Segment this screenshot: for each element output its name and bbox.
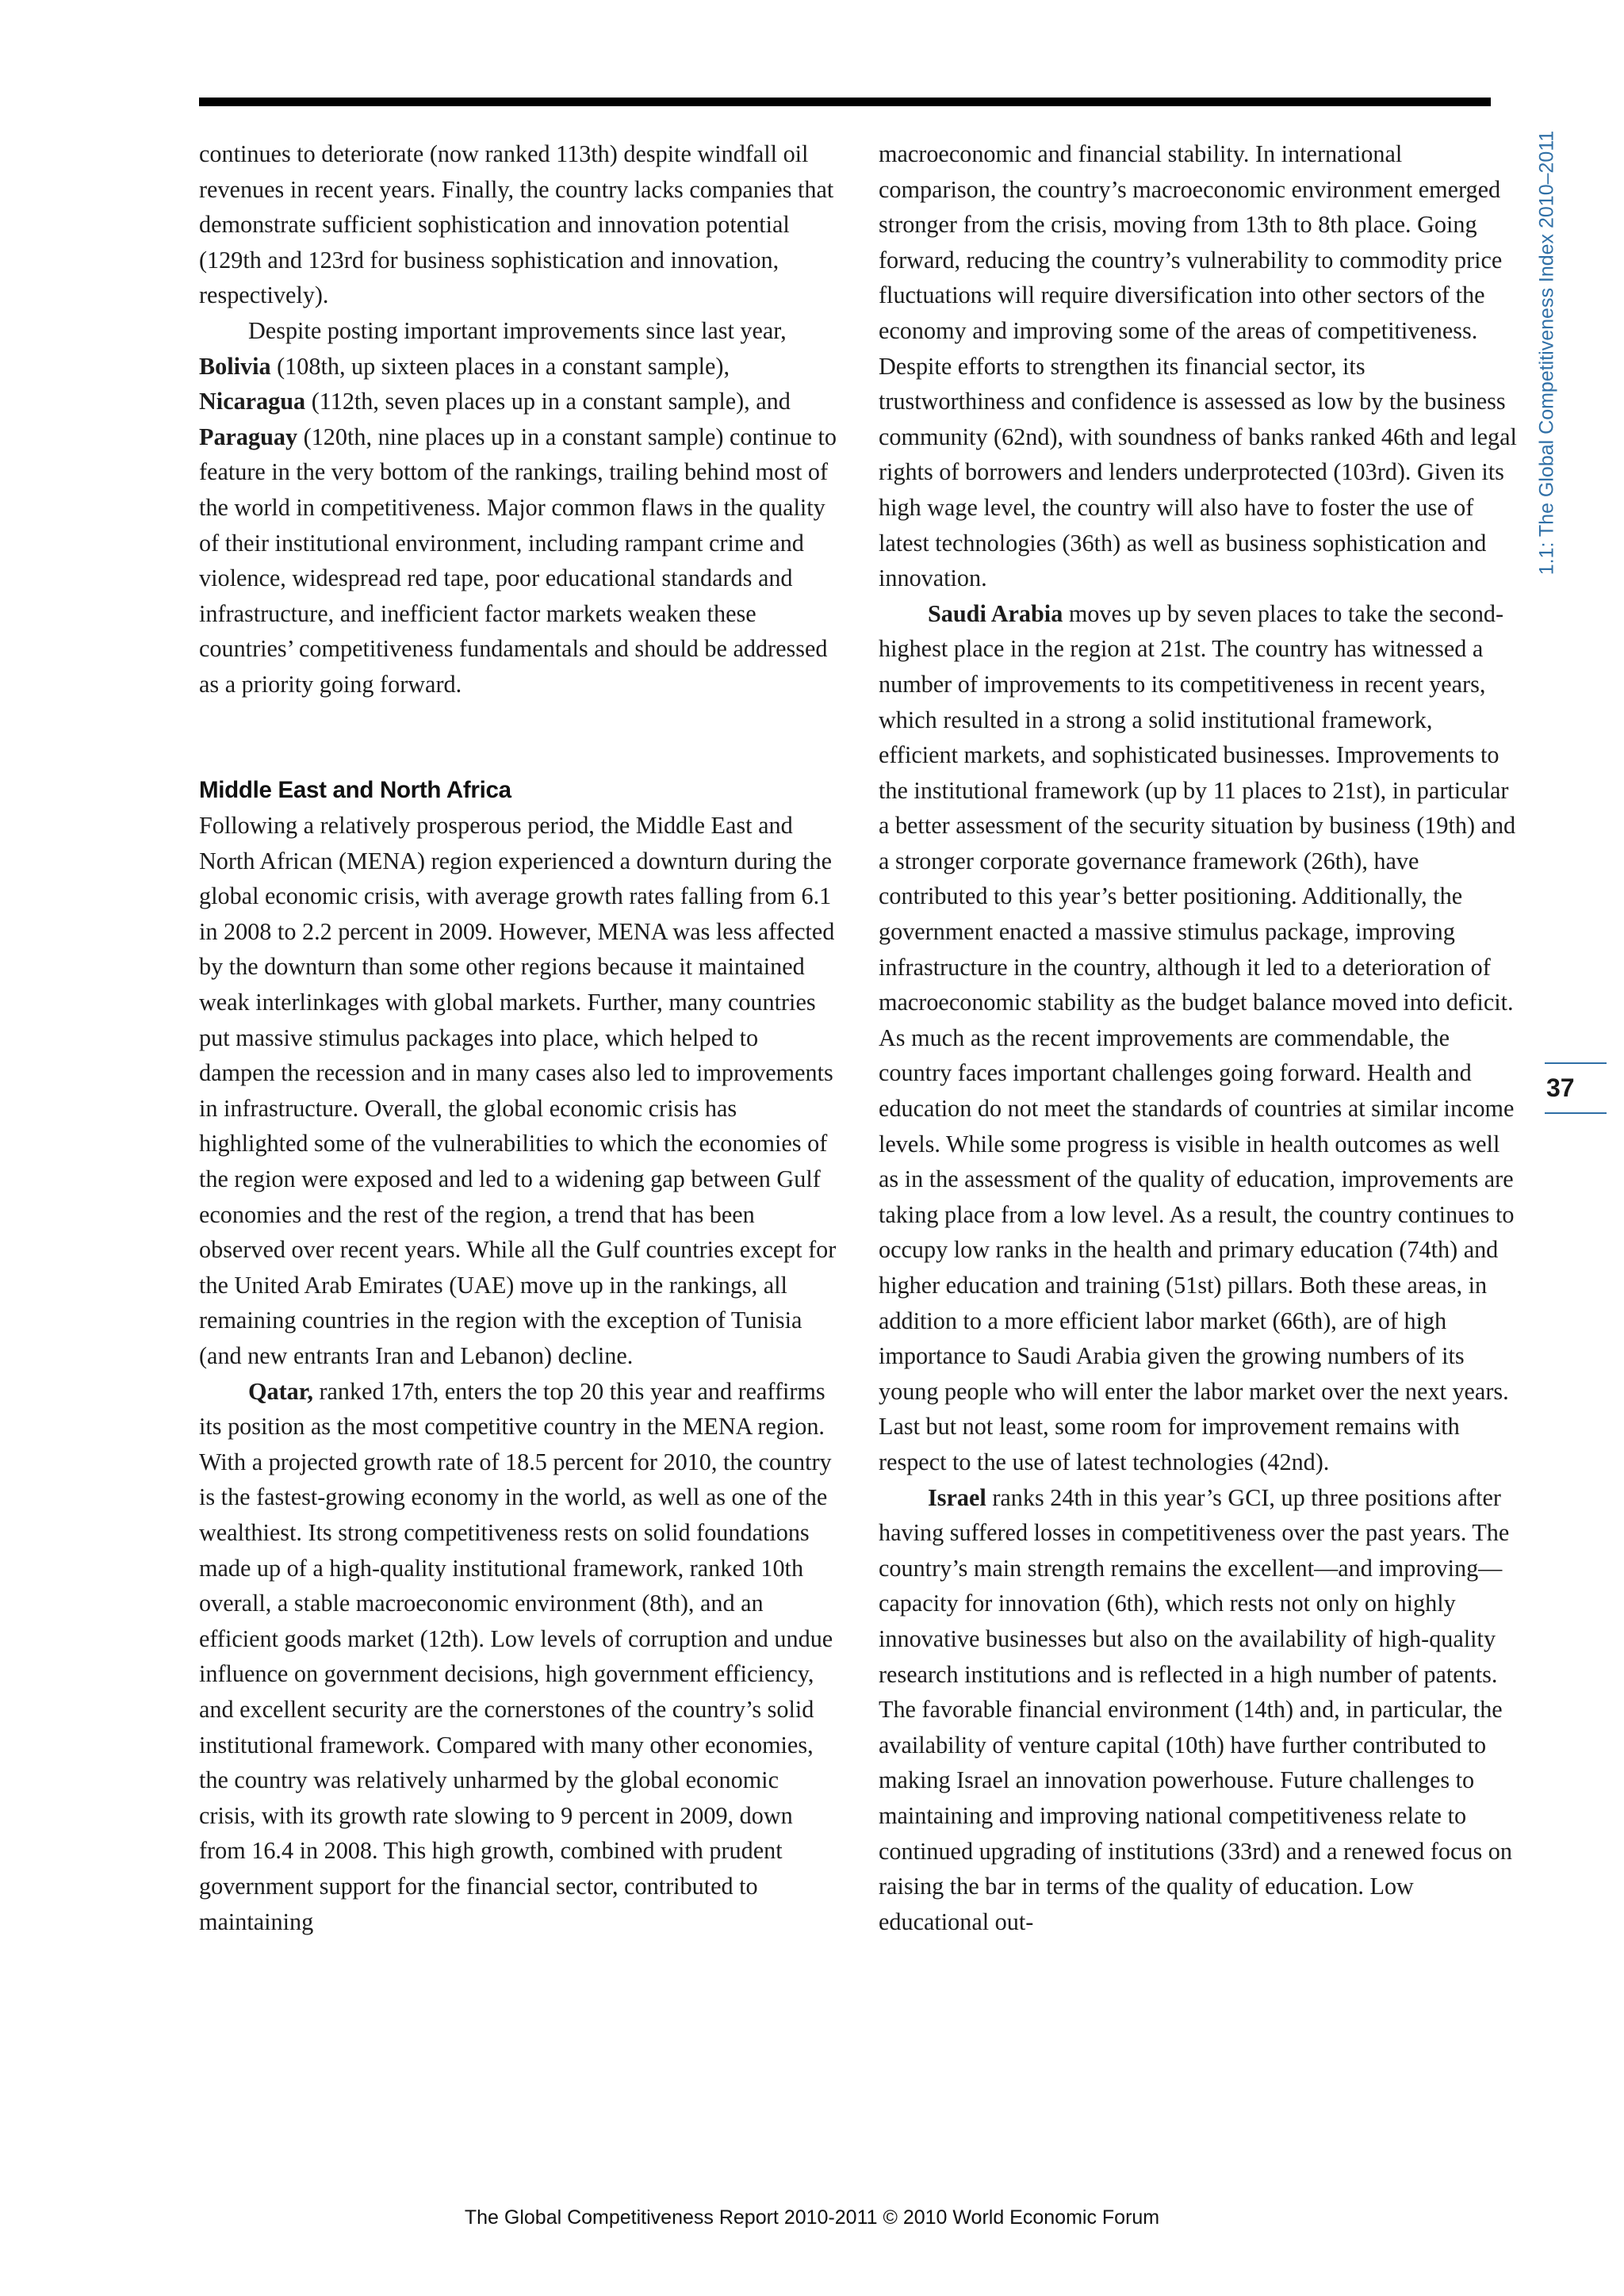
page-number: 37 — [1546, 1073, 1575, 1102]
text-run: ranked 17th, enters the top 20 this year and reaffirms its position as the most competitive country in the MENA region. With a projected growth rate of 18.5 percent for 2010, the country is the fastest-growing economy in the world, as well as one of the wealthiest. Its strong competitiveness rests on solid foundations made up of a high-quality institutional framework, ranked 10th overall, a stable macroeconomic environment (8th), and an efficient goods market (12th). Low levels of corruption and undue influence on government decisions, high government efficiency, and excellent security are the cornerstones of the country’s solid institutional framework. Compared with many other economies, the country was relatively unharmed by the global economic crisis, with its growth rate slowing to 9 percent in 2009, down from 16.4 in 2008. This high growth, combined with prudent government support for the financial sector, contributed to maintaining — [199, 1377, 833, 1935]
folio-rule-top — [1545, 1062, 1607, 1064]
text-run: Despite posting important improvements since last year, — [248, 316, 787, 344]
section-heading: Middle East and North Africa — [199, 776, 511, 803]
paragraph: Following a relatively prosperous period, the Middle East and North African (MENA) region experienced a downturn during the global economic crisis, with average growth rates falling from 6.1 in 2008 to 2.2 percent in 2009. However, MENA was less affected by the downturn than some other regions because it maintained weak interlinkages with global markets. Further, many countries put massive stimulus packages into place, which helped to dampen the recession and in many cases also led to improvements in infrastructure. Overall, the global economic crisis has highlighted some of the vulnerabilities to which the economies of the region were exposed and led to a widening gap between Gulf economies and the rest of the region, a trend that has been observed over recent years. While all the Gulf countries except for the United Arab Emirates (UAE) move up in the rankings, all remaining countries in the region with the exception of Tunisia (and new entrants Iran and Lebanon) decline. — [199, 812, 837, 1369]
text-run: (108th, up sixteen places in a constant sample), — [270, 352, 730, 380]
paragraph — [879, 596, 1517, 1480]
paragraph: macroeconomic and financial stability. In international comparison, the country’s macroeconomic environment emerged stronger from the crisis, moving from 13th to 8th place. Going forward, reducing the country’s vulnerability to commodity price fluctuations will require diversification into other sectors of the economy and improving some of the areas of competitiveness. Despite efforts to strengthen its financial sector, its trustworthiness and confidence is assessed as low by the business community (62nd), with soundness of banks ranked 46th and legal rights of borrowers and lenders underprotected (103rd). Given its high wage level, the country will also have to foster the use of latest technologies (36th) as well as business sophistication and innovation. — [879, 140, 1517, 592]
left-column — [199, 136, 837, 1939]
running-head — [1528, 99, 1566, 607]
paragraph — [199, 313, 837, 702]
text-run: (120th, nine places up in a constant sample) continue to feature in the very bottom of the rankings, trailing behind most of the world in competitiveness. Major common flaws in the quality of their institutional environment, including rampant crime and violence, widespread red tape, poor educational standards and infrastructure, and inefficient factor markets weaken these countries’ competitiveness fundamentals and should be addressed as a priority going forward. — [199, 423, 837, 698]
country-name: Nicaragua — [199, 388, 306, 415]
country-name: Paraguay — [199, 423, 298, 450]
paragraph — [199, 1374, 837, 1940]
running-head-text: 1.1: The Global Competitiveness Index 2010–2011 — [1535, 130, 1558, 576]
text-run: (112th, seven places up in a constant sample), and — [305, 388, 791, 415]
right-column — [879, 136, 1517, 1939]
country-name: Saudi Arabia — [928, 599, 1063, 627]
text-run: ranks 24th in this year’s GCI, up three positions after having suffered losses in competitiveness over the past years. The country’s main strength remains the excellent—and improving—capacity for innovation (6th), which rests not only on highly innovative businesses but also on the availability of high-quality research institutions and is reflected in a high number of patents. The favorable financial environment (14th) and, in particular, the availability of venture capital (10th) have further contributed to making Israel an innovation powerhouse. Future challenges to maintaining and improving national competitiveness relate to continued upgrading of institutions (33rd) and a renewed focus on raising the bar in terms of the quality of education. Low educational out- — [879, 1483, 1512, 1935]
country-name: Bolivia — [199, 352, 271, 380]
paragraph: continues to deteriorate (now ranked 113th) despite windfall oil revenues in recent years. Finally, the country lacks companies that demonstrate sufficient sophistication and innovation potential (129th and 123rd for business sophistication and innovation, respectively). — [199, 140, 834, 309]
footer-copyright: The Global Competitiveness Report 2010-2011 © 2010 World Economic Forum — [464, 2206, 1160, 2229]
top-rule — [199, 98, 1491, 106]
folio-rule-bottom — [1545, 1112, 1607, 1114]
text-run: moves up by seven places to take the second-highest place in the region at 21st. The country has witnessed a number of improvements to its competitiveness in recent years, which resulted in a strong a solid institutional framework, efficient markets, and sophisticated businesses. Improvements to the institutional framework (up by 11 places to 21st), in particular a better assessment of the security situation by business (19th) and a stronger corporate governance framework (26th), have contributed to this year’s better positioning. Additionally, the government enacted a massive stimulus package, improving infrastructure in the country, although it led to a deterioration of macroeconomic stability as the budget balance moved into deficit. As much as the recent improvements are commendable, the country faces important challenges going forward. Health and education do not meet the standards of countries at similar income levels. While some progress is visible in health outcomes as well as in the assessment of the quality of education, improvements are taking place from a low level. As a result, the country continues to occupy low ranks in the health and primary education (74th) and higher education and training (51st) pillars. Both these areas, in addition to a more efficient labor market (66th), are of high importance to Saudi Arabia given the growing numbers of its young people who will enter the labor market over the next years. Last but not least, some room for improvement remains with respect to the use of latest technologies (42nd). — [879, 599, 1516, 1475]
country-name: Israel — [928, 1483, 986, 1511]
paragraph — [879, 1480, 1517, 1940]
country-name: Qatar, — [248, 1377, 313, 1405]
